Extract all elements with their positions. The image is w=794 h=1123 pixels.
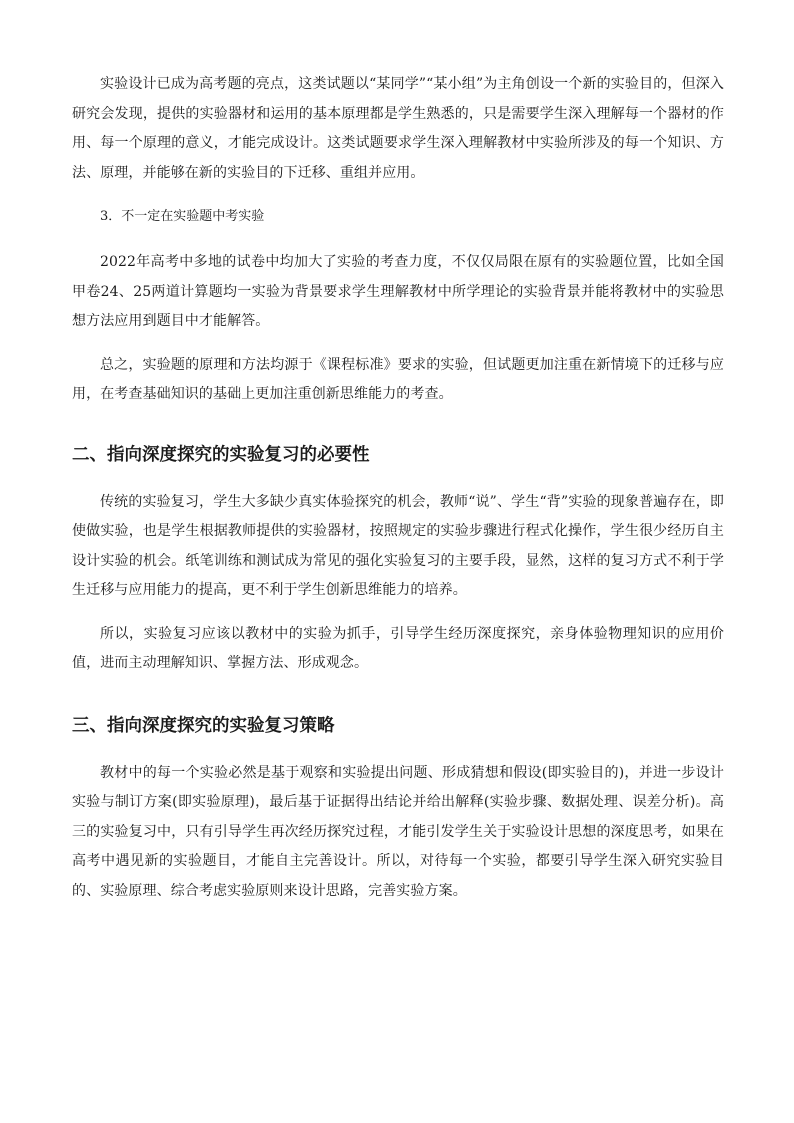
paragraph-therefore: 所以，实验复习应该以教材中的实验为抓手，引导学生经历深度探究，亲身体验物理知识的应用价值，进而主动理解知识、掌握方法、形成观念。 bbox=[72, 625, 724, 671]
section-heading-3: 三、指向深度探究的实验复习策略 bbox=[72, 715, 335, 736]
section-heading-2: 二、指向深度探究的实验复习的必要性 bbox=[72, 444, 370, 465]
paragraph-summary: 总之，实验题的原理和方法均源于《课程标准》要求的实验，但试题更加注重在新情境下的迁移与应用，在考查基础知识的基础上更加注重创新思维能力的考查。 bbox=[72, 356, 724, 402]
paragraph-experiment-design: 实验设计已成为高考题的亮点，这类试题以“某同学”“某小组”为主角创设一个新的实验目的，但深入研究会发现，提供的实验器材和运用的基本原理都是学生熟悉的，只是需要学生深入理解每一个器材的作用、每一个原理的意义，才能完成设计。这类试题要求学生深入理解教材中实验所涉及的每一个知识、方法、原理，并能够在新的实验目的下迁移、重组并应用。 bbox=[72, 76, 724, 181]
paragraph-2022-exam: 2022年高考中多地的试卷中均加大了实验的考查力度，不仅仅局限在原有的实验题位置，比如全国甲卷24、25两道计算题均一实验为背景要求学生理解教材中所学理论的实验背景并能将教材中的实验思想方法应用到题目中才能解答。 bbox=[72, 254, 724, 329]
document-page bbox=[72, 70, 724, 906]
subheading-3: 3．不一定在实验题中考实验 bbox=[100, 209, 265, 224]
paragraph-traditional-review: 传统的实验复习，学生大多缺少真实体验探究的机会，教师“说”、学生“背”实验的现象普遍存在，即使做实验，也是学生根据教师提供的实验器材，按照规定的实验步骤进行程式化操作，学生很少经历自主设计实验的机会。纸笔训练和测试成为常见的强化实验复习的主要手段，显然，这样的复习方式不利于学生迁移与应用能力的提高，更不利于学生创新思维能力的培养。 bbox=[72, 493, 724, 598]
paragraph-strategy: 教材中的每一个实验必然是基于观察和实验提出问题、形成猜想和假设(即实验目的)，并进一步设计实验与制订方案(即实验原理)，最后基于证据得出结论并给出解释(实验步骤、数据处理、误差分析)。高三的实验复习中，只有引导学生再次经历探究过程，才能引发学生关于实验设计思想的深度思考，如果在高考中遇见新的实验题目，才能自主完善设计。所以，对待每一个实验，都要引导学生深入研究实验目的、实验原理、综合考虑实验原则来设计思路，完善实验方案。 bbox=[72, 764, 724, 899]
